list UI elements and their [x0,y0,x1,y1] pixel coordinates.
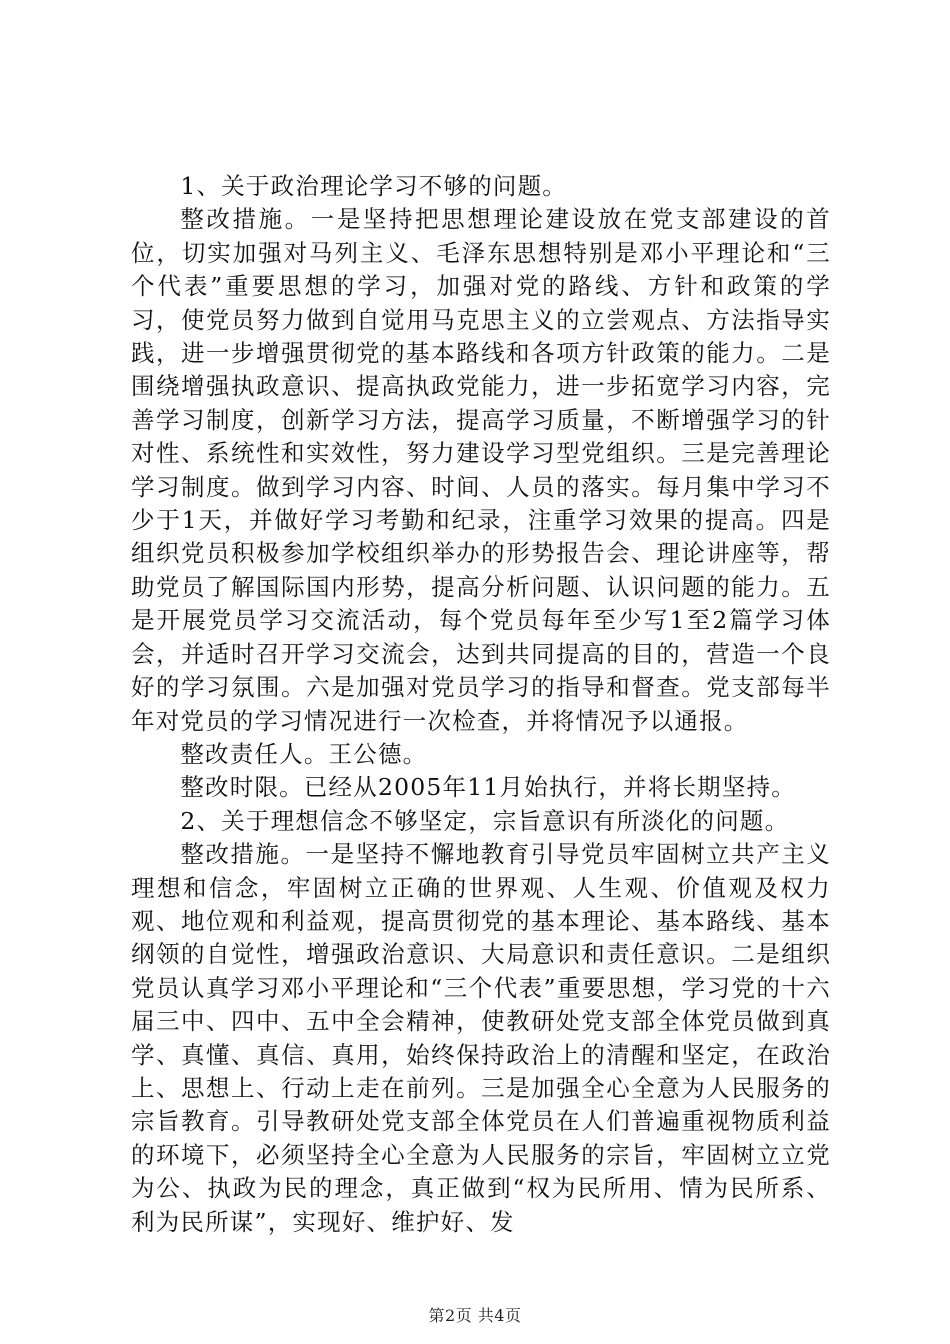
section-1-deadline: 整改时限。已经从2005年11月始执行，并将长期坚持。 [180,773,796,802]
section-1-measures: 整改措施。一是坚持把思想理论建设放在党支部建设的首位，切实加强对马列主义、毛泽东思想特别是邓小平理论和“三个代表”重要思想的学习，加强对党的路线、方针和政策的学习，使党员努力做到自觉用马克思主义的立尝观点、方法指导实践，进一步增强贯彻党的基本路线和各项方针政策的能力。二是围绕增强执政意识、提高执政党能力，进一步拓宽学习内容，完善学习制度，创新学习方法，提高学习质量，不断增强学习的针对性、系统性和实效性，努力建设学习型党组织。三是完善理论学习制度。做到学习内容、时间、人员的落实。每月集中学习不少于1天，并做好学习考勤和纪录，注重学习效果的提高。四是组织党员积极参加学校组织举办的形势报告会、理论讲座等，帮助党员了解国际国内形势，提高分析问题、认识问题的能力。五是开展党员学习交流活动，每个党员每年至少写1至2篇学习体会，并适时召开学习交流会，达到共同提高的目的，营造一个良好的学习氛围。六是加强对党员学习的指导和督查。党支部每半年对党员的学习情况进行一次检查，并将情况予以通报。 [131,205,831,735]
section-1-heading: 1、关于政治理论学习不够的问题。 [180,172,567,200]
section-1-responsible: 整改责任人。王公德。 [180,739,428,768]
page-footer: 第2页 共4页 [428,1306,522,1325]
section-2-measures: 整改措施。一是坚持不懈地教育引导党员牢固树立共产主义理想和信念，牢固树立正确的世界观、人生观、价值观及权力观、地位观和利益观，提高贯彻党的基本理论、基本路线、基本纲领的自觉性，增强政治意识、大局意识和责任意识。二是组织党员认真学习邓小平理论和“三个代表”重要思想，学习党的十六届三中、四中、五中全会精神，使教研处党支部全体党员做到真学、真懂、真信、真用，始终保持政治上的清醒和坚定，在政治上、思想上、行动上走在前列。三是加强全心全意为人民服务的宗旨教育。引导教研处党支部全体党员在人们普遍重视物质利益的环境下，必须坚持全心全意为人民服务的宗旨，牢固树立立党为公、执政为民的理念，真正做到“权为民所用、情为民所系、利为民所谋”，实现好、维护好、发 [131,840,831,1236]
section-2-heading: 2、关于理想信念不够坚定，宗旨意识有所淡化的问题。 [180,806,790,835]
document-body [131,170,831,1239]
